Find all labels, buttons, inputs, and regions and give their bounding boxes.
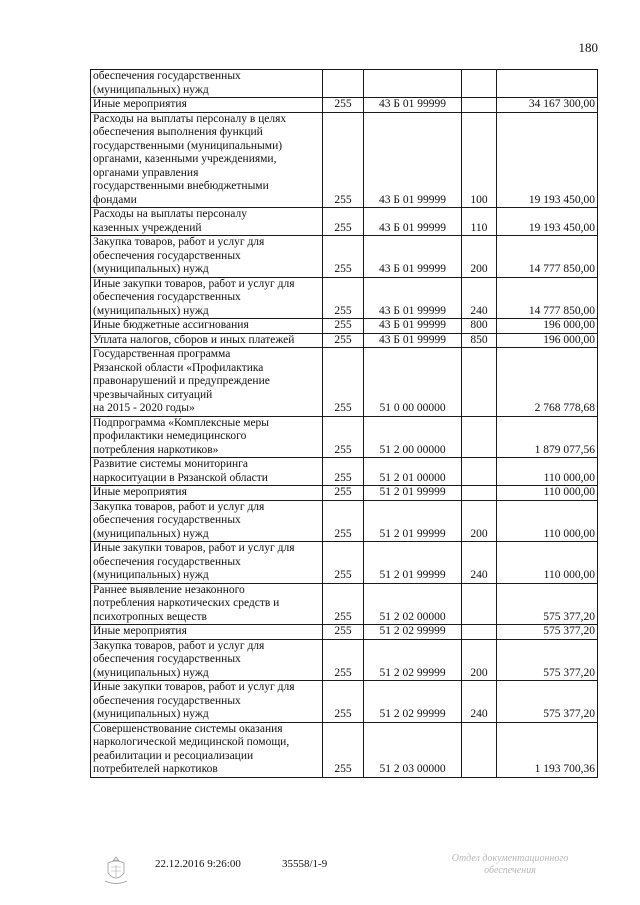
row-name-cell: Совершенствование системы оказания наркологической медицинской помощи, реабилитации и ресоциализации потребителей наркотиков bbox=[91, 722, 323, 777]
table-row bbox=[91, 625, 598, 640]
row-ved-code-cell: 255 bbox=[323, 98, 364, 113]
row-expense-type-cell bbox=[462, 70, 497, 98]
budget-table bbox=[90, 69, 598, 778]
row-ved-code-cell: 255 bbox=[323, 542, 364, 584]
row-target-article-cell: 51 2 01 99999 bbox=[364, 542, 462, 584]
row-expense-type-cell: 200 bbox=[462, 236, 497, 278]
row-ved-code-cell: 255 bbox=[323, 416, 364, 458]
row-name-cell: Закупка товаров, работ и услуг для обеспечения государственных (муниципальных) нужд bbox=[91, 500, 323, 542]
row-target-article-cell: 43 Б 01 99999 bbox=[364, 208, 462, 236]
row-name-cell: Уплата налогов, сборов и иных платежей bbox=[91, 333, 323, 348]
footer-registration-number: 35558/1-9 bbox=[282, 858, 328, 870]
row-ved-code-cell: 255 bbox=[323, 639, 364, 681]
row-name-cell: Иные закупки товаров, работ и услуг для обеспечения государственных (муниципальных) нужд bbox=[91, 542, 323, 584]
row-name-cell: Иные мероприятия bbox=[91, 625, 323, 640]
row-target-article-cell: 43 Б 01 99999 bbox=[364, 277, 462, 319]
table-row bbox=[91, 208, 598, 236]
row-ved-code-cell: 255 bbox=[323, 208, 364, 236]
row-ved-code-cell: 255 bbox=[323, 486, 364, 501]
row-target-article-cell: 51 2 01 00000 bbox=[364, 458, 462, 486]
row-target-article-cell: 51 2 01 99999 bbox=[364, 486, 462, 501]
row-amount-cell: 1 879 077,56 bbox=[497, 416, 598, 458]
row-ved-code-cell: 255 bbox=[323, 112, 364, 208]
row-expense-type-cell bbox=[462, 416, 497, 458]
row-amount-cell: 110 000,00 bbox=[497, 500, 598, 542]
row-expense-type-cell: 200 bbox=[462, 639, 497, 681]
table-row bbox=[91, 112, 598, 208]
table-row bbox=[91, 639, 598, 681]
row-ved-code-cell: 255 bbox=[323, 458, 364, 486]
table-row bbox=[91, 333, 598, 348]
row-amount-cell: 34 167 300,00 bbox=[497, 98, 598, 113]
row-amount-cell: 110 000,00 bbox=[497, 486, 598, 501]
row-name-cell: Подпрограмма «Комплексные меры профилактики немедицинского потребления наркотиков» bbox=[91, 416, 323, 458]
row-name-cell: Раннее выявление незаконного потребления наркотических средств и психотропных веществ bbox=[91, 583, 323, 625]
row-name-cell: Закупка товаров, работ и услуг для обеспечения государственных (муниципальных) нужд bbox=[91, 236, 323, 278]
footer-department-stamp: Отдел документационного обеспечения bbox=[451, 853, 569, 876]
table-row bbox=[91, 542, 598, 584]
row-expense-type-cell: 240 bbox=[462, 542, 497, 584]
table-row bbox=[91, 277, 598, 319]
row-name-cell: Иные закупки товаров, работ и услуг для обеспечения государственных (муниципальных) нужд bbox=[91, 681, 323, 723]
row-target-article-cell: 51 2 02 99999 bbox=[364, 639, 462, 681]
row-expense-type-cell bbox=[462, 486, 497, 501]
row-expense-type-cell bbox=[462, 583, 497, 625]
row-expense-type-cell: 240 bbox=[462, 277, 497, 319]
table-row bbox=[91, 416, 598, 458]
row-expense-type-cell bbox=[462, 98, 497, 113]
row-expense-type-cell: 800 bbox=[462, 319, 497, 334]
row-ved-code-cell: 255 bbox=[323, 500, 364, 542]
row-expense-type-cell: 240 bbox=[462, 681, 497, 723]
row-name-cell: Развитие системы мониторинга наркоситуации в Рязанской области bbox=[91, 458, 323, 486]
row-amount-cell: 19 193 450,00 bbox=[497, 112, 598, 208]
row-ved-code-cell: 255 bbox=[323, 722, 364, 777]
row-name-cell: Иные мероприятия bbox=[91, 486, 323, 501]
row-amount-cell: 575 377,20 bbox=[497, 625, 598, 640]
row-ved-code-cell bbox=[323, 70, 364, 98]
row-name-cell: Государственная программа Рязанской области «Профилактика правонарушений и предупреждение чрезвычайных ситуаций на 2015 - 2020 годы» bbox=[91, 348, 323, 417]
table-row bbox=[91, 458, 598, 486]
row-amount-cell: 575 377,20 bbox=[497, 583, 598, 625]
row-expense-type-cell bbox=[462, 722, 497, 777]
row-ved-code-cell: 255 bbox=[323, 348, 364, 417]
row-target-article-cell: 51 2 02 00000 bbox=[364, 583, 462, 625]
row-target-article-cell: 51 2 00 00000 bbox=[364, 416, 462, 458]
row-amount-cell: 110 000,00 bbox=[497, 458, 598, 486]
table-row bbox=[91, 236, 598, 278]
document-footer bbox=[0, 855, 640, 895]
row-name-cell: Иные мероприятия bbox=[91, 98, 323, 113]
row-target-article-cell: 51 2 01 99999 bbox=[364, 500, 462, 542]
row-target-article-cell: 43 Б 01 99999 bbox=[364, 236, 462, 278]
row-amount-cell: 1 193 700,36 bbox=[497, 722, 598, 777]
row-target-article-cell: 43 Б 01 99999 bbox=[364, 319, 462, 334]
row-name-cell: обеспечения государственных (муниципальных) нужд bbox=[91, 70, 323, 98]
row-target-article-cell: 43 Б 01 99999 bbox=[364, 112, 462, 208]
row-target-article-cell: 51 2 03 00000 bbox=[364, 722, 462, 777]
row-ved-code-cell: 255 bbox=[323, 277, 364, 319]
coat-of-arms-icon bbox=[100, 855, 132, 887]
page-number: 180 bbox=[578, 40, 598, 55]
row-expense-type-cell: 100 bbox=[462, 112, 497, 208]
row-name-cell: Иные бюджетные ассигнования bbox=[91, 319, 323, 334]
row-ved-code-cell: 255 bbox=[323, 333, 364, 348]
row-amount-cell: 2 768 778,68 bbox=[497, 348, 598, 417]
footer-datetime: 22.12.2016 9:26:00 bbox=[155, 858, 241, 870]
row-name-cell: Расходы на выплаты персоналу казенных учреждений bbox=[91, 208, 323, 236]
table-row bbox=[91, 583, 598, 625]
row-ved-code-cell: 255 bbox=[323, 319, 364, 334]
row-ved-code-cell: 255 bbox=[323, 681, 364, 723]
row-expense-type-cell bbox=[462, 625, 497, 640]
table-row bbox=[91, 681, 598, 723]
table-row bbox=[91, 70, 598, 98]
row-expense-type-cell: 850 bbox=[462, 333, 497, 348]
row-amount-cell: 14 777 850,00 bbox=[497, 277, 598, 319]
table-row bbox=[91, 348, 598, 417]
table-row bbox=[91, 722, 598, 777]
row-amount-cell: 196 000,00 bbox=[497, 319, 598, 334]
row-ved-code-cell: 255 bbox=[323, 625, 364, 640]
row-target-article-cell: 43 Б 01 99999 bbox=[364, 98, 462, 113]
table-row bbox=[91, 319, 598, 334]
row-amount-cell: 196 000,00 bbox=[497, 333, 598, 348]
table-row bbox=[91, 486, 598, 501]
table-row bbox=[91, 98, 598, 113]
row-amount-cell bbox=[497, 70, 598, 98]
row-name-cell: Расходы на выплаты персоналу в целях обеспечения выполнения функций государственными (муниципальными) органами, казенными учреждениями, органами управления государственными внебюджетными фондами bbox=[91, 112, 323, 208]
row-name-cell: Закупка товаров, работ и услуг для обеспечения государственных (муниципальных) нужд bbox=[91, 639, 323, 681]
row-amount-cell: 19 193 450,00 bbox=[497, 208, 598, 236]
row-target-article-cell bbox=[364, 70, 462, 98]
row-target-article-cell: 51 2 02 99999 bbox=[364, 625, 462, 640]
table-row bbox=[91, 500, 598, 542]
row-amount-cell: 575 377,20 bbox=[497, 681, 598, 723]
row-expense-type-cell: 200 bbox=[462, 500, 497, 542]
row-name-cell: Иные закупки товаров, работ и услуг для обеспечения государственных (муниципальных) нужд bbox=[91, 277, 323, 319]
row-amount-cell: 14 777 850,00 bbox=[497, 236, 598, 278]
row-ved-code-cell: 255 bbox=[323, 236, 364, 278]
row-target-article-cell: 51 2 02 99999 bbox=[364, 681, 462, 723]
row-ved-code-cell: 255 bbox=[323, 583, 364, 625]
row-target-article-cell: 51 0 00 00000 bbox=[364, 348, 462, 417]
row-expense-type-cell: 110 bbox=[462, 208, 497, 236]
row-expense-type-cell bbox=[462, 458, 497, 486]
row-expense-type-cell bbox=[462, 348, 497, 417]
row-target-article-cell: 43 Б 01 99999 bbox=[364, 333, 462, 348]
row-amount-cell: 110 000,00 bbox=[497, 542, 598, 584]
row-amount-cell: 575 377,20 bbox=[497, 639, 598, 681]
